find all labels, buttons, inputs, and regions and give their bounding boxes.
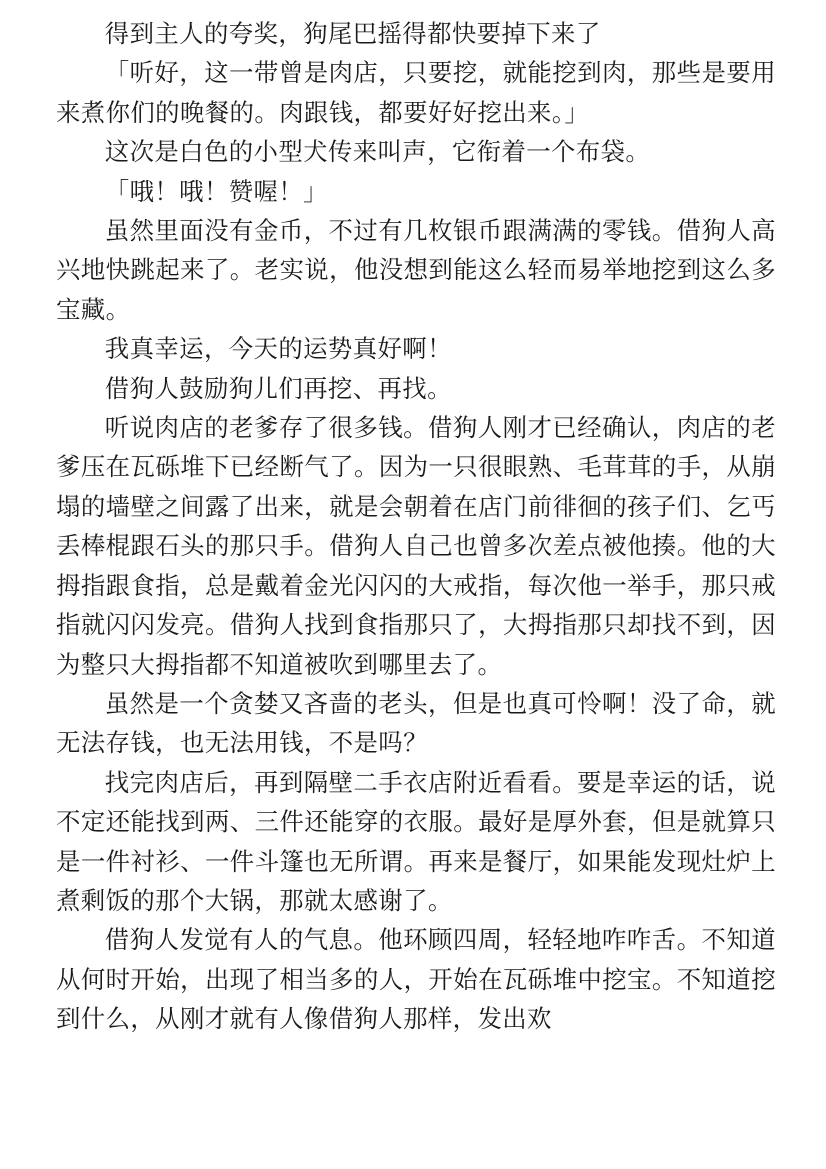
paragraph: 「哦！哦！赞喔！」 [104,176,328,206]
paragraph: 得到主人的夸奖，狗尾巴摇得都快要掉下来了 [104,19,601,48]
paragraph: 找完肉店后，再到隔壁二手衣店附近看看。要是幸运的话，说不定还能找到两、三件还能穿的衣服。最好是厚外套，但是就算只是一件衬衫、一件斗篷也无所谓。再来是餐厅，如果能发现灶炉上煮剩饭的那个大锅，那就太感谢了。 [56,767,776,915]
paragraph: 虽然是一个贪婪又吝啬的老头，但是也真可怜啊！没了命，就无法存钱，也无法用钱，不是吗？ [56,688,776,758]
paragraph: 「听好，这一带曾是肉店，只要挖，就能挖到肉，那些是要用来煮你们的晚餐的。肉跟钱，都要好好挖出来。」 [56,58,776,127]
paragraph: 我真幸运，今天的运势真好啊！ [104,334,452,364]
paragraph: 虽然里面没有金币，不过有几枚银币跟满满的零钱。借狗人高兴地快跳起来了。老实说，他没想到能这么轻而易举地挖到这么多宝藏。 [56,216,776,324]
paragraph: 借狗人鼓励狗儿们再挖、再找。 [104,373,452,403]
paragraph: 听说肉店的老爹存了很多钱。借狗人刚才已经确认，肉店的老爹压在瓦砾堆下已经断气了。因为一只很眼熟、毛茸茸的手，从崩塌的墙壁之间露了出来，就是会朝着在店门前徘徊的孩子们、乞丐丢棒棍跟石头的那只手。借狗人自己也曾多次差点被他揍。他的大拇指跟食指，总是戴着金光闪闪的大戒指，每次他一举手，那只戒指就闪闪发亮。借狗人找到食指那只了，大拇指那只却找不到，因为整只大拇指都不知道被吹到哪里去了。 [56,413,776,679]
paragraph: 这次是白色的小型犬传来叫声，它衔着一个布袋。 [104,137,651,167]
paragraph: 借狗人发觉有人的气息。他环顾四周，轻轻地咋咋舌。不知道从何时开始，出现了相当多的人，开始在瓦砾堆中挖宝。不知道挖到什么，从刚才就有人像借狗人那样，发出欢 [56,925,776,1034]
